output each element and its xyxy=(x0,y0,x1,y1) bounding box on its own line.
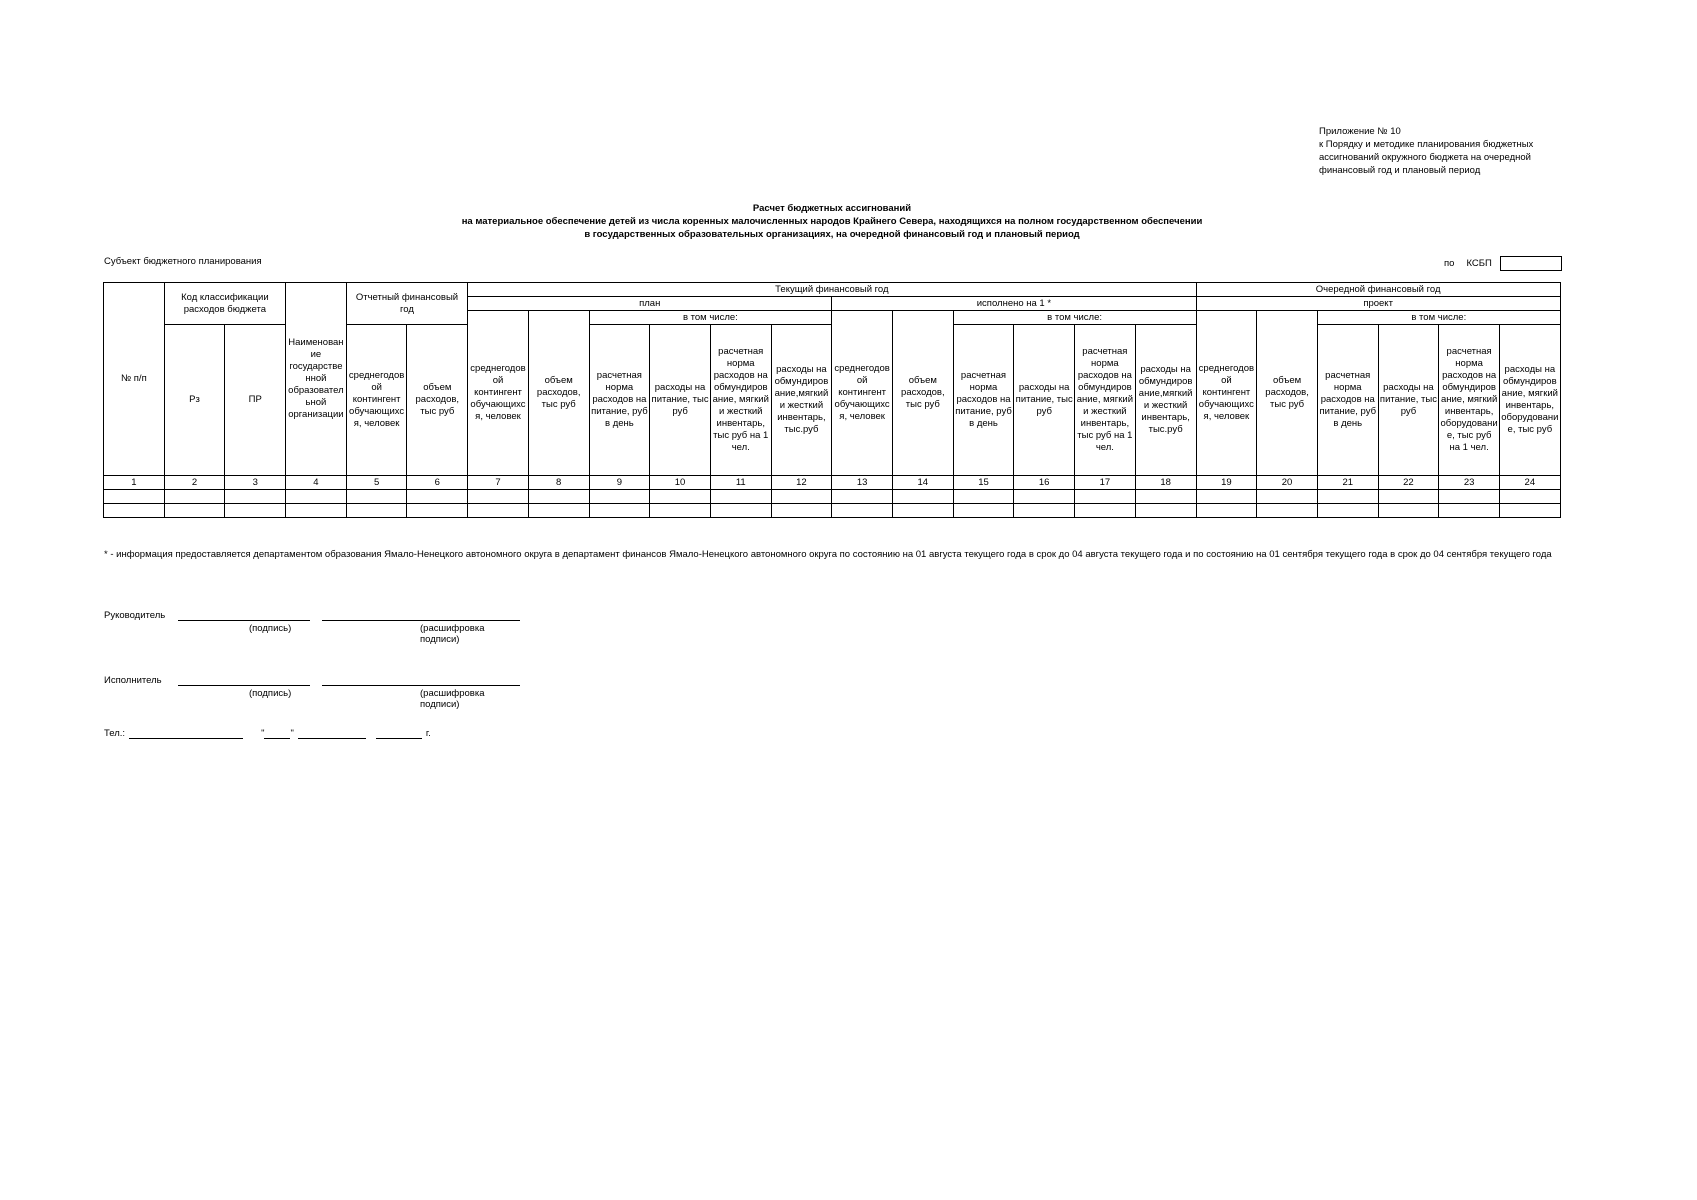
header-norm-uniform-next: расчетная норма расходов на обмундирование, мягкий инвентарь, оборудование, тыс руб на 1 чел. xyxy=(1439,325,1500,476)
column-number: 4 xyxy=(286,476,347,490)
header-food: расходы на питание, тыс руб xyxy=(1378,325,1439,476)
column-number: 20 xyxy=(1257,476,1318,490)
executor-label: Исполнитель xyxy=(104,675,162,686)
header-next-year: Очередной финансовый год xyxy=(1196,283,1560,297)
column-number: 16 xyxy=(1014,476,1075,490)
header-expense: объем расходов, тыс руб xyxy=(892,311,953,476)
column-number: 7 xyxy=(468,476,529,490)
header-contingent: среднегодовой контингент обучающихся, человек xyxy=(1196,311,1257,476)
ksbp-label: КСБП xyxy=(1466,258,1492,269)
column-number: 22 xyxy=(1378,476,1439,490)
title-line: на материальное обеспечение детей из числа коренных малочисленных народов Крайнего Севера, находящихся на полном государственном обеспечении xyxy=(461,216,1203,227)
decode-caption: (расшифровка подписи) xyxy=(420,688,485,710)
month-line[interactable] xyxy=(298,726,366,739)
header-report-year: Отчетный финансовый год xyxy=(346,283,467,325)
header-num: № п/п xyxy=(104,283,165,476)
header-contingent: среднегодовой контингент обучающихся, человек xyxy=(832,311,893,476)
header-expense: объем расходов, тыс руб xyxy=(528,311,589,476)
appendix-line: ассигнований окружного бюджета на очередной xyxy=(1319,152,1531,163)
executor-signature xyxy=(104,673,520,710)
column-number: 8 xyxy=(528,476,589,490)
header-food: расходы на питание, тыс руб xyxy=(650,325,711,476)
day-line[interactable] xyxy=(264,726,290,739)
year-suffix: г. xyxy=(425,728,431,739)
header-norm-food: расчетная норма расходов на питание, руб в день xyxy=(1317,325,1378,476)
sign-caption: (подпись) xyxy=(249,623,292,634)
column-number: 2 xyxy=(164,476,225,490)
header-uniform-next: расходы на обмундирование, мягкий инвентарь, оборудование, тыс руб xyxy=(1499,325,1560,476)
header-executed: исполнено на 1 * xyxy=(832,297,1196,311)
appendix-note xyxy=(1319,125,1579,177)
executor-sign-line[interactable] xyxy=(178,673,310,686)
appendix-line: к Порядку и методике планирования бюджетных xyxy=(1319,139,1534,150)
column-number: 24 xyxy=(1499,476,1560,490)
executor-decode-line[interactable] xyxy=(322,673,520,686)
column-number: 23 xyxy=(1439,476,1500,490)
quote-close: " xyxy=(290,728,294,739)
title-line: Расчет бюджетных ассигнований xyxy=(752,203,912,214)
ksbp-field xyxy=(1444,256,1562,271)
header-uniform: расходы на обмундирование,мягкий и жесткий инвентарь, тыс.руб xyxy=(1135,325,1196,476)
column-number: 18 xyxy=(1135,476,1196,490)
header-uniform: расходы на обмундирование,мягкий и жесткий инвентарь, тыс.руб xyxy=(771,325,832,476)
budget-table xyxy=(103,282,1561,518)
column-number: 1 xyxy=(104,476,165,490)
header-norm-food: расчетная норма расходов на питание, руб в день xyxy=(589,325,650,476)
head-sign-line[interactable] xyxy=(178,608,310,621)
column-number: 14 xyxy=(892,476,953,490)
header-expense: объем расходов, тыс руб xyxy=(1257,311,1318,476)
footnote: * - информация предоставляется департаментом образования Ямало-Ненецкого автономного округа в департамент финансов Ямало-Ненецкого автономного округа по состоянию на 01 августа текущего года в срок до 04 августа текущего года и по состоянию на 01 сентября текущего года в срок до 04 сентября текущего года xyxy=(104,549,1552,560)
subject-label: Субъект бюджетного планирования xyxy=(104,256,262,267)
table-row[interactable] xyxy=(104,490,1561,504)
header-plan: план xyxy=(468,297,832,311)
header-contingent: среднегодовой контингент обучающихся, человек xyxy=(468,311,529,476)
header-code: Код классификации расходов бюджета xyxy=(164,283,285,325)
header-project: проект xyxy=(1196,297,1560,311)
head-signature xyxy=(104,608,520,645)
decode-caption: (расшифровка подписи) xyxy=(420,623,485,645)
column-number: 17 xyxy=(1075,476,1136,490)
tel-line[interactable] xyxy=(129,726,243,739)
column-number: 13 xyxy=(832,476,893,490)
header-expense: объем расходов, тыс руб xyxy=(407,325,468,476)
header-including: в том числе: xyxy=(589,311,832,325)
column-number: 21 xyxy=(1317,476,1378,490)
table-row[interactable] xyxy=(104,504,1561,518)
column-number: 5 xyxy=(346,476,407,490)
column-number: 19 xyxy=(1196,476,1257,490)
year-line[interactable] xyxy=(376,726,422,739)
column-number: 15 xyxy=(953,476,1014,490)
tel-label: Тел.: xyxy=(104,728,126,739)
header-norm-uniform: расчетная норма расходов на обмундирование, мягкий и жесткий инвентарь, тыс руб на 1 чел. xyxy=(1075,325,1136,476)
quote-open: " xyxy=(261,728,265,739)
column-number: 3 xyxy=(225,476,286,490)
header-rz: Рз xyxy=(164,325,225,476)
header-norm-uniform: расчетная норма расходов на обмундирование, мягкий и жесткий инвентарь, тыс руб на 1 чел. xyxy=(710,325,771,476)
column-number: 10 xyxy=(650,476,711,490)
head-decode-line[interactable] xyxy=(322,608,520,621)
header-including: в том числе: xyxy=(953,311,1196,325)
column-number: 12 xyxy=(771,476,832,490)
appendix-line: Приложение № 10 xyxy=(1319,126,1401,137)
header-org-name: Наименование государственной образовательной организации xyxy=(286,283,347,476)
column-number: 6 xyxy=(407,476,468,490)
column-number: 9 xyxy=(589,476,650,490)
appendix-line: финансовый год и плановый период xyxy=(1319,165,1481,176)
header-current-year: Текущий финансовый год xyxy=(468,283,1196,297)
sign-caption: (подпись) xyxy=(249,688,292,699)
header-pr: ПР xyxy=(225,325,286,476)
header-including: в том числе: xyxy=(1317,311,1560,325)
title-line: в государственных образовательных организациях, на очередной финансовый год и плановый период xyxy=(584,229,1080,240)
column-number: 11 xyxy=(710,476,771,490)
ksbp-po: по xyxy=(1444,258,1455,269)
ksbp-input-box[interactable] xyxy=(1500,256,1562,271)
head-label: Руководитель xyxy=(104,610,166,621)
document-title xyxy=(104,202,1560,241)
header-food: расходы на питание, тыс руб xyxy=(1014,325,1075,476)
header-contingent: среднегодовой контингент обучающихся, человек xyxy=(346,325,407,476)
column-number-row xyxy=(104,476,1561,490)
header-norm-food: расчетная норма расходов на питание, руб в день xyxy=(953,325,1014,476)
phone-date-line xyxy=(104,726,431,739)
